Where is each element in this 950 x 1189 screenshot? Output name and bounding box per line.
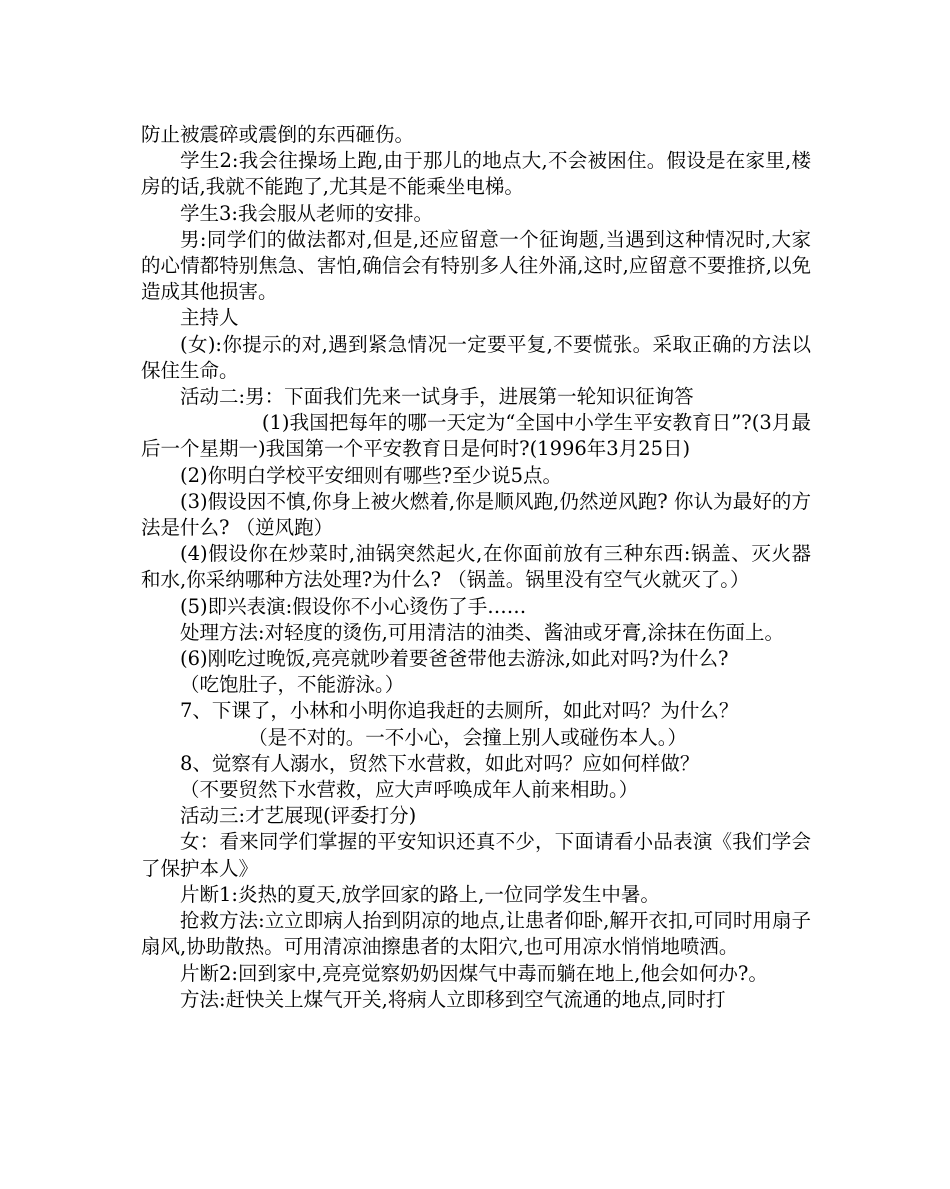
paragraph: 学生2:我会往操场上跑,由于那儿的地点大,不会被困住。假设是在家里,楼房的话,我就不能跑了,尤其是不能乘坐电梯。 xyxy=(141,149,811,199)
paragraph: 活动二:男：下面我们先来一试身手，进展第一轮知识征询答 xyxy=(180,385,694,409)
question-3: (3)假设因不慎,你身上被火燃着,你是顺风跑,仍然逆风跑? 你认为最好的方法是什么? （逆风跑） xyxy=(141,489,811,540)
paragraph: 处理方法:对轻度的烫伤,可用清洁的油类、酱油或牙膏,涂抹在伤面上。 xyxy=(180,620,784,644)
paragraph: 主持人 xyxy=(180,306,239,330)
paragraph: 片断2:回到家中,亮亮觉察奶奶因煤气中毒而躺在地上,他会如何办?。 xyxy=(180,961,768,985)
document-page xyxy=(141,122,811,1013)
question-5: (5)即兴表演:假设你不小心烫伤了手…… xyxy=(180,594,527,618)
question-1: (1)我国把每年的哪一天定为“全国中小学生平安教育日”?(3月最后一个星期一)我国第一个平安教育日是何时?(1996年3月25日) xyxy=(141,411,811,461)
paragraph: 抢救方法:立立即病人抬到阴凉的地点,让患者仰卧,解开衣扣,可同时用扇子扇风,协助散热。可用清凉油擦患者的太阳穴,也可用凉水悄悄地喷洒。 xyxy=(141,909,811,959)
paragraph: 男:同学们的做法都对,但是,还应留意一个征询题,当遇到这种情况时,大家的心情都特别焦急、害怕,确信会有特别多人往外涌,这时,应留意不要推挤,以免造成其他损害。 xyxy=(141,227,811,304)
answer-8: （不要贸然下水营救，应大声呼唤成年人前来相助。） xyxy=(180,778,639,802)
paragraph: 女：看来同学们掌握的平安知识还真不少，下面请看小品表演《我们学会了保护本人》 xyxy=(141,830,811,880)
answer-7: （是不对的。一不小心，会撞上别人或碰伤本人。） xyxy=(248,725,688,749)
question-2: (2)你明白学校平安细则有哪些?至少说5点。 xyxy=(180,463,562,487)
question-8: 8、觉察有人溺水，贸然下水营救，如此对吗？应如何样做？ xyxy=(180,751,700,775)
question-7: 7、下课了，小林和小明你追我赶的去厕所，如此对吗？为什么？ xyxy=(180,699,739,723)
paragraph: 方法:赶快关上煤气开关,将病人立即移到空气流通的地点,同时打 xyxy=(180,987,726,1011)
question-6: (6)刚吃过晚饭,亮亮就吵着要爸爸带他去游泳,如此对吗?为什么? xyxy=(180,647,729,671)
paragraph: 防止被震碎或震倒的东西砸伤。 xyxy=(141,123,415,146)
paragraph: (女):你提示的对,遇到紧急情况一定要平复,不要慌张。采取正确的方法以保住生命。 xyxy=(141,332,811,382)
paragraph: 片断1:炎热的夏天,放学回家的路上,一位同学发生中暑。 xyxy=(180,882,660,906)
question-4: (4)假设你在炒菜时,油锅突然起火,在你面前放有三种东西:锅盖、灭火器和水,你采纳哪种方法处理?为什么? （锅盖。锅里没有空气火就灭了。） xyxy=(141,542,811,592)
paragraph: 活动三:才艺展现(评委打分) xyxy=(180,804,417,828)
answer-6: （吃饱肚子，不能游泳。） xyxy=(180,673,405,697)
paragraph: 学生3:我会服从老师的安排。 xyxy=(180,201,433,225)
